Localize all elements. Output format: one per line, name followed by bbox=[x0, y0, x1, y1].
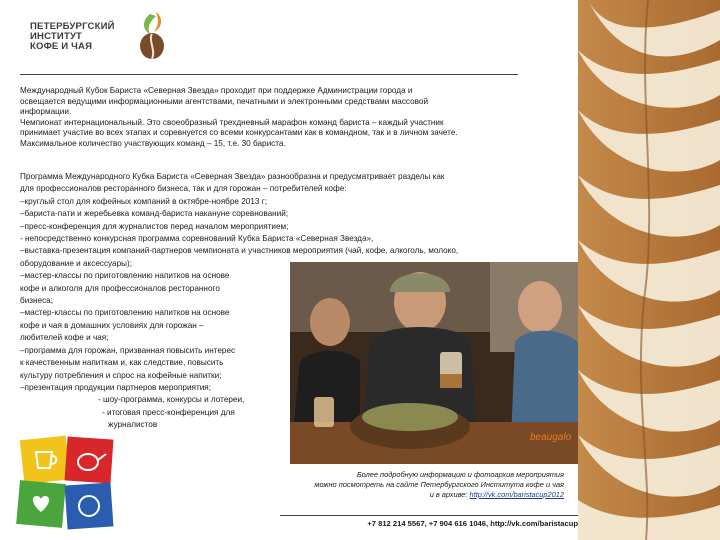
intro-paragraph bbox=[20, 86, 575, 150]
program-line: кофе и чая в домашних условиях для горожан – bbox=[20, 320, 204, 330]
program-line: Программа Международного Кубка Бариста «Северная Звезда» разнообразна и предусматривает разделы как bbox=[20, 172, 445, 181]
event-photo bbox=[290, 262, 578, 464]
logo-line-2: ИНСТИТУТ bbox=[30, 31, 83, 42]
logo-line-3: КОФЕ И ЧАЯ bbox=[30, 41, 93, 52]
institute-logo bbox=[30, 8, 170, 66]
program-line: –программа для горожан, призванная повысить интерес bbox=[20, 345, 236, 355]
program-line: - шоу-программа, конкурсы и лотереи, bbox=[98, 395, 245, 405]
program-line: оборудование и аксессуары); bbox=[20, 258, 133, 268]
archive-link[interactable]: http://vk.com/baristacup2012 bbox=[469, 490, 564, 499]
intro-line: информации. bbox=[20, 107, 72, 117]
program-line: - непосредственно конкурсная программа соревнований Кубка Бариста «Северная Звезда», bbox=[20, 234, 374, 244]
intro-line: освещается ведущими информационными агентствами, печатными и электронными средствами массовой bbox=[20, 96, 429, 106]
svg-text:beaugalo: beaugalo bbox=[530, 432, 572, 443]
top-divider bbox=[20, 74, 518, 75]
program-line: –мастер-классы по приготовлению напитков на основе bbox=[20, 271, 230, 281]
program-line: бизнеса; bbox=[20, 296, 54, 306]
program-line: –выставка-презентация компаний-партнеров чемпионата и участников мероприятия (чай, кофе, алкоголь, молоко, bbox=[20, 246, 459, 256]
logo-text bbox=[30, 22, 115, 52]
more-info-line-3 bbox=[230, 490, 564, 500]
program-line: журналистов bbox=[108, 420, 158, 430]
program-line: для профессионалов ресторанного бизнеса, так и для горожан – потребителей кофе: bbox=[20, 184, 347, 194]
program-line: любителей кофе и чая; bbox=[20, 333, 109, 343]
intro-line: Международный Кубок Бариста «Северная Звезда» проходит при поддержке Администрации города и bbox=[20, 86, 413, 95]
program-line: - итоговая пресс-конференция для bbox=[102, 407, 235, 417]
program-line: –пресс-конференция для журналистов перед началом мероприятием; bbox=[20, 221, 289, 231]
program-line: культуру потребления и спрос на кофейные напитки; bbox=[20, 370, 222, 380]
logo-line-1: ПЕТЕРБУРГСКИЙ bbox=[30, 21, 115, 32]
corner-emblem bbox=[14, 432, 118, 532]
more-info bbox=[230, 470, 564, 500]
intro-line: Чемпионат интернациональный. Это своеобразный трехдневный марафон команд бариста – каждый участник bbox=[20, 117, 444, 127]
logo-coffee-bean-icon bbox=[130, 10, 174, 62]
contacts: +7 812 214 5567, +7 904 616 1046, http://vk.com/baristacup bbox=[367, 519, 578, 528]
bottom-divider bbox=[280, 515, 578, 516]
program-line: –круглый стол для кофейных компаний в октябре-ноябре 2013 г; bbox=[20, 196, 267, 206]
more-info-line-2: можно посмотреть на сайте Петербургского Института кофе и чая bbox=[314, 480, 564, 489]
program-line: –мастер-классы по приготовлению напитков на основе bbox=[20, 308, 230, 318]
program-line: –презентация продукции партнеров мероприятия; bbox=[20, 382, 211, 392]
program-line: к качественным напиткам и, как следствие, повысить bbox=[20, 358, 224, 368]
intro-line: Максимальное количество участвующих команд – 15, т.е. 30 бариста. bbox=[20, 138, 286, 148]
program-line: –бариста-пати и жеребьевка команд-бариста накануне соревнований; bbox=[20, 209, 289, 219]
intro-line: принимает участие во всех этапах и соревнуется со всеми конкурсантами как в командном, так и в личном зачете. bbox=[20, 128, 458, 138]
program-line: кофе и алкоголя для профессионалов ресторанного bbox=[20, 283, 220, 293]
more-info-line-1: Более подробную информацию и фотоархив мероприятия bbox=[356, 470, 564, 479]
more-info-prefix: и в архиве: bbox=[429, 490, 470, 499]
latte-art-panel bbox=[578, 0, 720, 540]
